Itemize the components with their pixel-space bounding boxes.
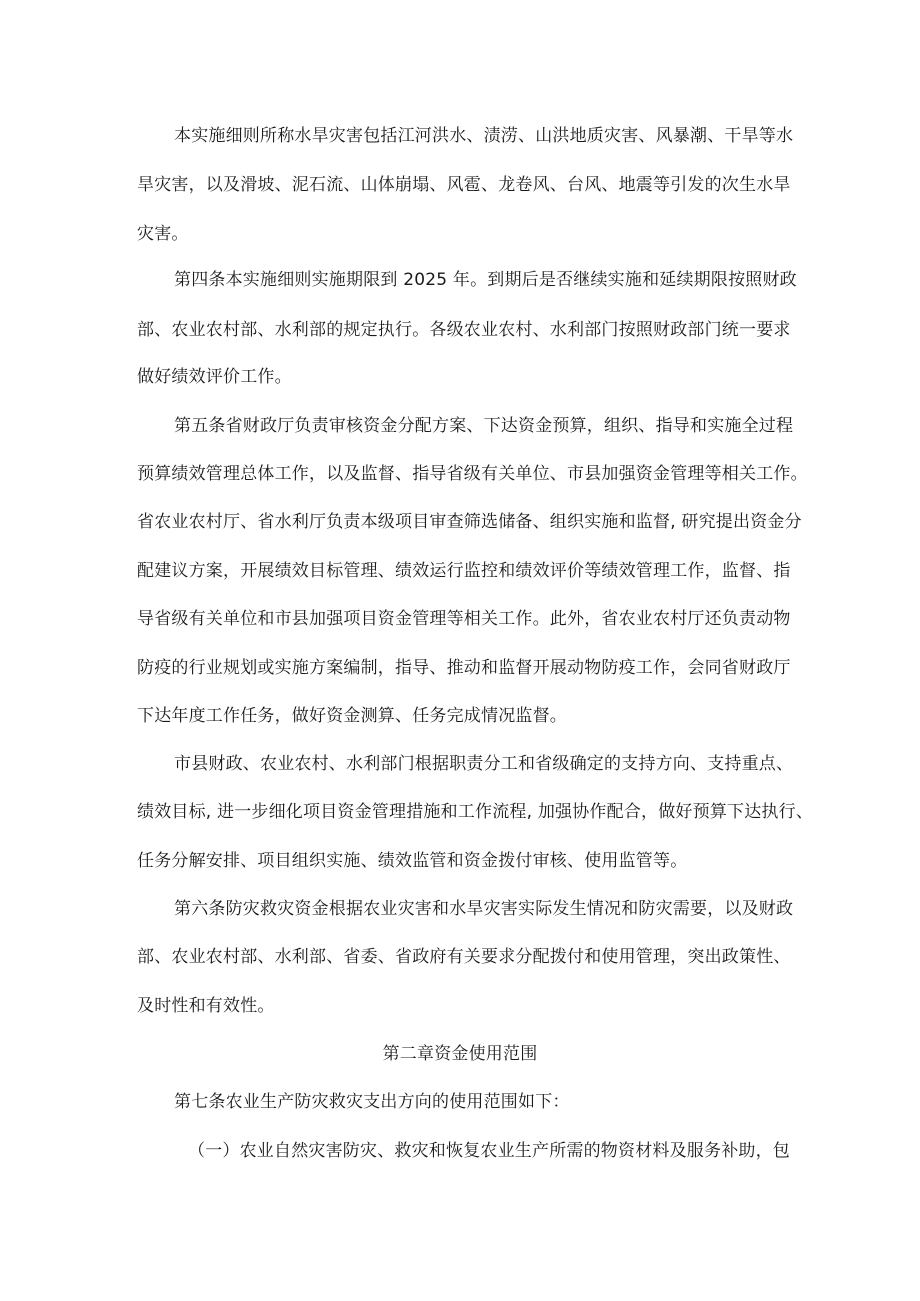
paragraph-line: 配建议方案，开展绩效目标管理、绩效运行监控和绩效评价等绩效管理工作，监督、指 xyxy=(137,561,791,581)
paragraph-line: 绩效目标, 进一步细化项目资金管理措施和工作流程, 加强协作配合，做好预算下达执行、 xyxy=(137,802,814,822)
paragraph-line: 第五条省财政厅负责审核资金分配方案、下达资金预算，组织、指导和实施全过程 xyxy=(174,416,794,436)
paragraph-line: 灾害。 xyxy=(137,224,189,244)
chapter-heading: 第二章资金使用范围 xyxy=(382,1044,538,1064)
paragraph-line: 部、农业农村部、水利部、省委、省政府有关要求分配拨付和使用管理，突出政策性、 xyxy=(137,947,791,967)
paragraph-line: 本实施细则所称水旱灾害包括江河洪水、渍涝、山洪地质灾害、风暴潮、干旱等水 xyxy=(174,126,794,146)
paragraph-line: 第四条本实施细则实施期限到 2025 年。到期后是否继续实施和延续期限按照财政 xyxy=(174,270,797,290)
paragraph-line: 旱灾害，以及滑坡、泥石流、山体崩塌、风雹、龙卷风、台风、地震等引发的次生水旱 xyxy=(137,175,791,195)
paragraph-line: 省农业农村厅、省水利厅负责本级项目审查筛选储备、组织实施和监督, 研究提出资金分 xyxy=(137,512,802,532)
paragraph-line: 做好绩效评价工作。 xyxy=(137,367,292,387)
paragraph-line: 第七条农业生产防灾救灾支出方向的使用范围如下： xyxy=(174,1092,570,1112)
paragraph-line: 任务分解安排、项目组织实施、绩效监管和资金拨付审核、使用监管等。 xyxy=(137,851,688,871)
paragraph-line: 及时性和有效性。 xyxy=(137,996,275,1016)
list-item: （一）农业自然灾害防灾、救灾和恢复农业生产所需的物资材料及服务补助，包 xyxy=(188,1141,790,1161)
paragraph-line: 部、农业农村部、水利部的规定执行。各级农业农村、水利部门按照财政部门统一要求 xyxy=(137,320,791,340)
paragraph-line: 第六条防灾救灾资金根据农业灾害和水旱灾害实际发生情况和防灾需要，以及财政 xyxy=(174,899,794,919)
paragraph-line: 市县财政、农业农村、水利部门根据职责分工和省级确定的支持方向、支持重点、 xyxy=(174,754,794,774)
paragraph-line: 防疫的行业规划或实施方案编制，指导、推动和监督开展动物防疫工作，会同省财政厅 xyxy=(137,658,791,678)
paragraph-line: 预算绩效管理总体工作，以及监督、指导省级有关单位、市县加强资金管理等相关工作。 xyxy=(137,464,808,484)
paragraph-line: 下达年度工作任务，做好资金测算、任务完成情况监督。 xyxy=(137,706,567,726)
paragraph-line: 导省级有关单位和市县加强项目资金管理等相关工作。此外，省农业农村厅还负责动物 xyxy=(137,609,791,629)
